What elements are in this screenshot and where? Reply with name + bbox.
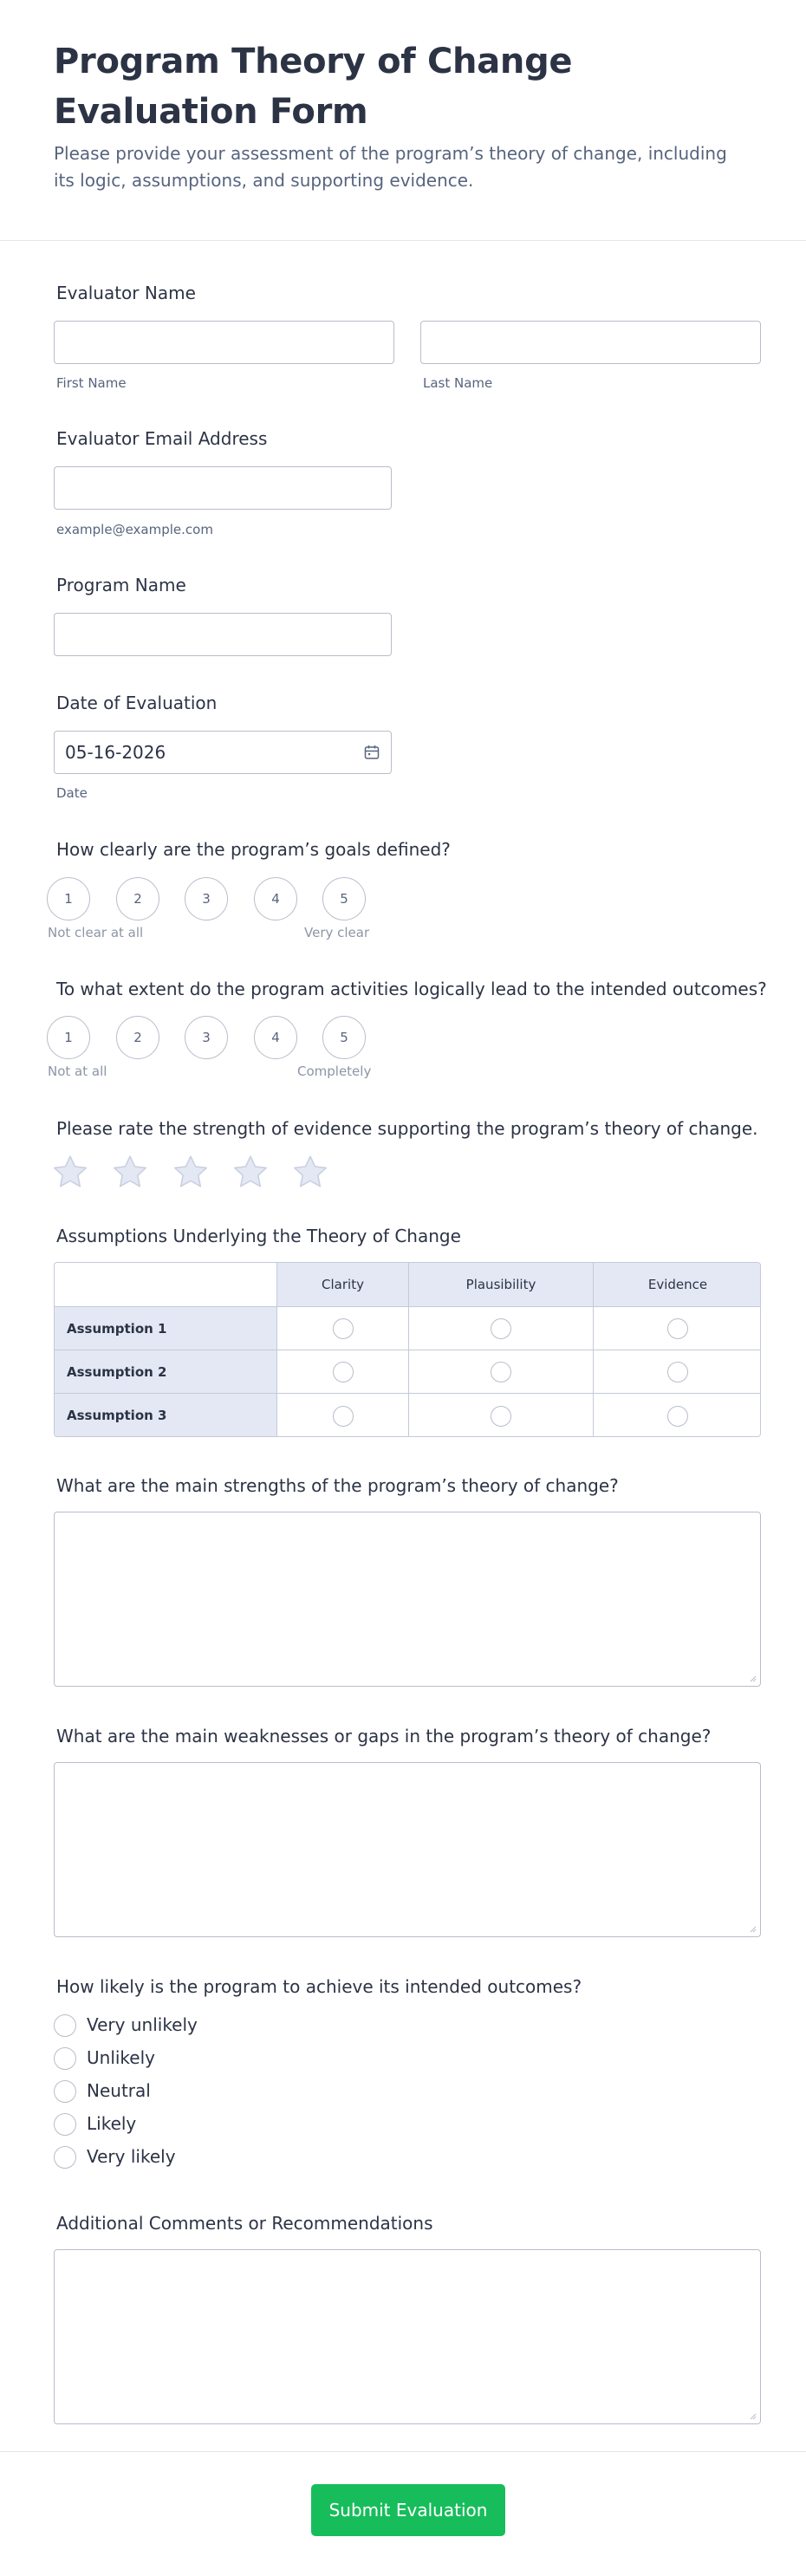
assumptions-label: Assumptions Underlying the Theory of Change <box>56 1226 461 1246</box>
star-icon[interactable] <box>110 1153 150 1193</box>
strengths-textarea[interactable] <box>54 1512 761 1687</box>
radio-button[interactable] <box>54 2047 76 2070</box>
radio-label: Unlikely <box>87 2047 155 2068</box>
email-sublabel: example@example.com <box>56 522 213 537</box>
resize-grip-icon[interactable] <box>748 2411 757 2420</box>
matrix-cell <box>408 1306 593 1350</box>
matrix-col-evidence: Evidence <box>593 1263 761 1306</box>
radio-label: Very likely <box>87 2146 176 2167</box>
form-title: Program Theory of Change Evaluation Form <box>54 42 573 132</box>
goals-scale-option-3[interactable]: 3 <box>185 877 228 920</box>
date-sublabel: Date <box>56 785 88 801</box>
date-label: Date of Evaluation <box>56 693 218 713</box>
program-name-input[interactable] <box>54 613 392 656</box>
activities-scale-option-5[interactable]: 5 <box>322 1016 366 1059</box>
comments-textarea[interactable] <box>54 2249 761 2424</box>
email-field[interactable] <box>54 466 392 510</box>
star-icon[interactable] <box>231 1153 270 1193</box>
star-icon[interactable] <box>50 1153 90 1193</box>
matrix-row-assumption-3: Assumption 3 <box>55 1393 276 1437</box>
activities-max-caption: Completely <box>297 1064 372 1079</box>
matrix-cell <box>593 1306 761 1350</box>
star-icon[interactable] <box>171 1153 211 1193</box>
matrix-radio-3-plausibility[interactable] <box>491 1406 511 1427</box>
matrix-row-assumption-2: Assumption 2 <box>55 1350 276 1393</box>
first-name-input[interactable] <box>54 321 394 364</box>
weaknesses-label: What are the main weaknesses or gaps in the program’s theory of change? <box>56 1726 712 1747</box>
goals-scale-option-5[interactable]: 5 <box>322 877 366 920</box>
radio-label: Neutral <box>87 2080 151 2101</box>
radio-label: Very unlikely <box>87 2014 198 2035</box>
goals-clarity-label: How clearly are the program’s goals defined? <box>56 839 451 860</box>
matrix-col-clarity: Clarity <box>276 1263 408 1306</box>
matrix-radio-3-evidence[interactable] <box>667 1406 688 1427</box>
activities-scale-option-3[interactable]: 3 <box>185 1016 228 1059</box>
radio-button[interactable] <box>54 2146 76 2169</box>
star-icon[interactable] <box>290 1153 330 1193</box>
matrix-row-assumption-1: Assumption 1 <box>55 1306 276 1350</box>
goals-min-caption: Not clear at all <box>48 925 144 940</box>
goals-scale-option-2[interactable]: 2 <box>116 877 159 920</box>
matrix-cell <box>593 1393 761 1437</box>
goals-scale-option-4[interactable]: 4 <box>254 877 297 920</box>
matrix-cell <box>276 1350 408 1393</box>
matrix-cell <box>408 1350 593 1393</box>
activities-scale-option-4[interactable]: 4 <box>254 1016 297 1059</box>
last-name-input[interactable] <box>420 321 761 364</box>
resize-grip-icon[interactable] <box>748 1924 757 1933</box>
matrix-radio-1-plausibility[interactable] <box>491 1318 511 1339</box>
date-value: 05-16-2026 <box>65 742 166 763</box>
activities-logic-label: To what extent do the program activities logically lead to the intended outcomes? <box>56 979 767 999</box>
radio-button[interactable] <box>54 2014 76 2037</box>
matrix-radio-1-evidence[interactable] <box>667 1318 688 1339</box>
resize-grip-icon[interactable] <box>748 1674 757 1682</box>
radio-label: Likely <box>87 2113 137 2134</box>
assumptions-matrix <box>54 1262 761 1437</box>
matrix-radio-3-clarity[interactable] <box>333 1406 354 1427</box>
date-input[interactable] <box>54 731 392 774</box>
activities-scale-option-1[interactable]: 1 <box>47 1016 90 1059</box>
evidence-rating-label: Please rate the strength of evidence supporting the program’s theory of change. <box>56 1118 758 1139</box>
matrix-radio-1-clarity[interactable] <box>333 1318 354 1339</box>
form-header <box>0 0 806 241</box>
form-subtitle: Please provide your assessment of the program’s theory of change, including its logic, assumptions, and supporting evidence. <box>54 143 727 191</box>
email-label: Evaluator Email Address <box>56 428 268 449</box>
weaknesses-textarea[interactable] <box>54 1762 761 1937</box>
matrix-cell <box>408 1393 593 1437</box>
evaluator-name-label: Evaluator Name <box>56 283 196 303</box>
matrix-cell <box>593 1350 761 1393</box>
comments-label: Additional Comments or Recommendations <box>56 2213 433 2234</box>
radio-button[interactable] <box>54 2113 76 2136</box>
matrix-radio-2-clarity[interactable] <box>333 1362 354 1382</box>
last-name-sublabel: Last Name <box>423 375 493 391</box>
matrix-cell <box>276 1306 408 1350</box>
activities-scale-option-2[interactable]: 2 <box>116 1016 159 1059</box>
submit-button[interactable]: Submit Evaluation <box>311 2484 505 2536</box>
matrix-cell <box>276 1393 408 1437</box>
likelihood-label: How likely is the program to achieve its intended outcomes? <box>56 1976 582 1997</box>
matrix-radio-2-plausibility[interactable] <box>491 1362 511 1382</box>
calendar-icon[interactable] <box>363 744 380 761</box>
program-name-label: Program Name <box>56 575 186 595</box>
footer-divider <box>0 2451 806 2452</box>
activities-min-caption: Not at all <box>48 1064 107 1079</box>
radio-button[interactable] <box>54 2080 76 2103</box>
strengths-label: What are the main strengths of the program’s theory of change? <box>56 1475 619 1496</box>
matrix-radio-2-evidence[interactable] <box>667 1362 688 1382</box>
matrix-col-plausibility: Plausibility <box>408 1263 593 1306</box>
goals-scale-option-1[interactable]: 1 <box>47 877 90 920</box>
goals-max-caption: Very clear <box>304 925 370 940</box>
first-name-sublabel: First Name <box>56 375 127 391</box>
